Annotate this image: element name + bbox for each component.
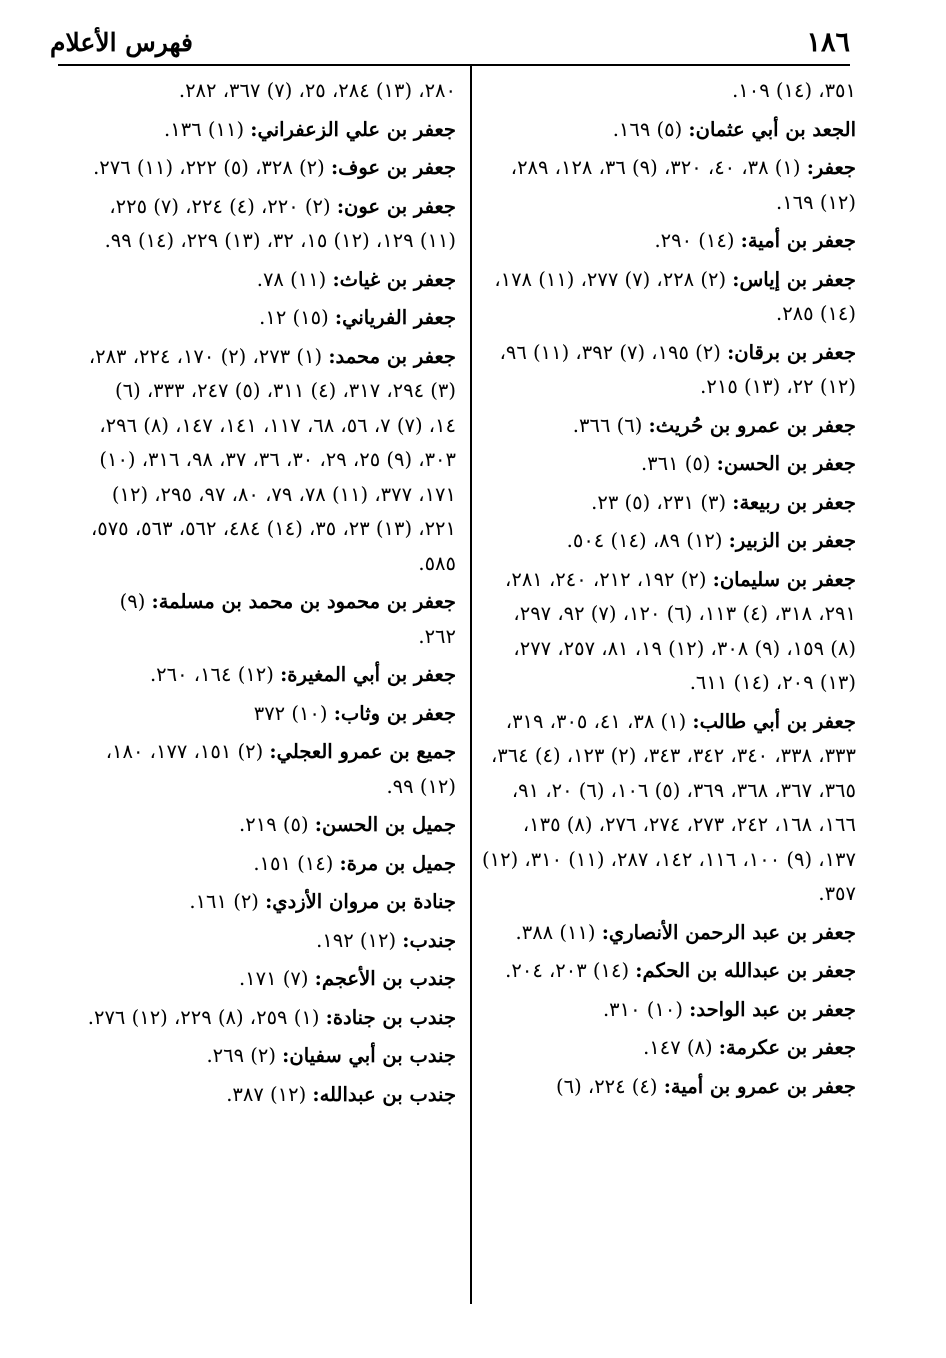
index-entry — [482, 336, 856, 405]
entry-name: جعفر بن عكرمة: — [718, 1036, 856, 1059]
index-entry — [482, 1031, 856, 1066]
entry-references: (١٤) ١٥١. — [253, 851, 334, 875]
entry-references: (٢) ١٩٢، ٢١٢، ٢٤٠، ٢٨١، ٢٩١، ٣١٨، (٤) ١١٣، (٦) ١٢٠، (٧) ٩٢، ٢٩٧، (٨) ١٥٩، (٩) ٣٠٨، (١٢) ١٩، ٨١، ٢٥٧، ٢٧٧، (١٣) ٢٠٩، (١٤) ٦١١. — [505, 567, 856, 694]
index-entry — [482, 524, 856, 559]
entry-references: (١١) ٧٨. — [256, 267, 327, 291]
index-entry — [482, 1070, 856, 1105]
column-divider — [470, 64, 472, 1304]
entry-references: (٥) ٣٦١. — [640, 452, 711, 475]
page-number: ١٨٦ — [806, 26, 850, 58]
entry-name: جندب بن أبي سفيان: — [282, 1044, 456, 1067]
entry-name: جميع بن عمرو العجلي: — [269, 740, 456, 763]
index-entry — [482, 151, 856, 220]
header-rule — [58, 64, 850, 66]
entry-name: جعفر بن أبي المغيرة: — [280, 663, 456, 686]
entry-name: جعفر بن سليمان: — [712, 567, 856, 591]
index-column-right — [482, 74, 856, 1108]
entry-name: جعفر بن محمود بن محمد بن مسلمة: — [151, 590, 456, 613]
entry-references: (٧) ١٧١. — [238, 967, 309, 990]
entry-references: (٥) ١٦٩. — [612, 117, 683, 141]
index-entry — [482, 113, 856, 148]
entry-name: جعفر بن عون: — [336, 194, 456, 218]
entry-name: جميل بن الحسن: — [314, 813, 456, 836]
entry-name: جعفر بن برقان: — [727, 340, 856, 364]
index-entry — [82, 1001, 456, 1036]
entry-references: (١) ٢٥٩، (٨) ٢٢٩، (١٢) ٢٧٦. — [87, 1005, 320, 1029]
entry-references: (١٠) ٣٧٢ — [253, 701, 328, 725]
index-entry — [82, 735, 456, 804]
entry-name: جنادة بن مروان الأزدي: — [265, 890, 456, 913]
entry-references: (١٠) ٣١٠. — [602, 997, 683, 1021]
entry-references: (١١) ٣٨٨. — [515, 920, 596, 944]
entry-name: جندب بن الأعجم: — [314, 967, 456, 990]
entry-name: جعفر الفرياني: — [334, 306, 456, 329]
entry-name: جعفر بن ربيعة: — [732, 490, 856, 514]
index-entry — [82, 340, 456, 582]
index-column-left — [82, 74, 456, 1116]
entry-references: (٩) ٢٦٢. — [119, 590, 456, 648]
index-entry — [82, 151, 456, 186]
entry-name: جعفر بن محمد: — [328, 344, 456, 368]
index-entry — [82, 847, 456, 882]
entry-name: جعفر بن الزبير: — [728, 529, 856, 552]
entry-name: جعفر بن الحسن: — [716, 452, 856, 475]
index-entry — [82, 1078, 456, 1113]
entry-name: جعفر بن أمية: — [740, 229, 856, 252]
entry-references: (١٥) ١٢. — [259, 306, 329, 329]
entry-name: جندب: — [402, 928, 456, 952]
entry-name: جندب بن جنادة: — [325, 1005, 456, 1029]
index-entry — [82, 697, 456, 732]
entry-references: (٢) ٢٢٨، (٧) ٢٧٧، (١١) ١٧٨، (١٤) ٢٨٥. — [494, 267, 856, 325]
index-entry — [82, 1039, 456, 1074]
entry-name: جعفر بن وثاب: — [333, 701, 456, 725]
index-entry — [482, 993, 856, 1028]
index-entry — [482, 705, 856, 912]
index-entry — [482, 563, 856, 701]
entry-references: (١٢) ١٩٢. — [316, 928, 397, 952]
entry-references: (١) ٢٧٣، (٢) ١٧٠، ٢٢٤، ٢٨٣، (٣) ٢٩٤، ٣١٧، (٤) ٣١١، (٥) ٢٤٧، ٣٣٣، (٦) ١٤، (٧) ٧، ٥٦، ٦٨، ١١٧، ١٤١، ١٤٧، (٨) ٢٩٦، ٣٠٣، (٩) ٢٥، ٢٩، ٣٠، ٣٦، ٣٧، ٩٨، ٣١٦، (١٠) ١٧١، ٣٧٧، (١١) ٧٨، ٧٩، ٨٠، ٩٧، ٢٩٥، (١٢) ٢٢١، (١٣) ٢٣، ٣٥، (١٤) ٤٨٤، ٥٦٢، ٥٦٣، ٥٧٥، ٥٨٥. — [88, 344, 456, 575]
index-entry — [82, 658, 456, 693]
index-entry — [482, 74, 856, 109]
entry-references: (٥) ٢١٩. — [239, 813, 309, 836]
index-entry — [82, 190, 456, 259]
entry-name: جعفر بن أبي طالب: — [692, 709, 856, 733]
entry-references: (١٢) ٣٨٧. — [226, 1082, 307, 1106]
index-entry — [482, 916, 856, 951]
entry-references: ٢٨٠، (١٣) ٢٨٤، ٢٥، (٧) ٣٦٧، ٢٨٢. — [178, 79, 456, 102]
entry-name: جعفر بن إياس: — [732, 267, 856, 291]
entry-name: جعفر بن عبد الواحد: — [689, 997, 856, 1021]
index-entry — [482, 447, 856, 482]
index-entry — [482, 954, 856, 989]
entry-references: (٢) ٢٢٠، (٤) ٢٢٤، (٧) ٢٢٥، (١١) ١٢٩، (١٢) ١٥، ٣٢، (١٣) ٢٢٩، (١٤) ٩٩. — [104, 194, 456, 252]
entry-references: (٤) ٢٢٤، (٦) — [555, 1074, 658, 1098]
index-entry — [482, 224, 856, 259]
index-entry — [82, 113, 456, 148]
index-entry — [482, 263, 856, 332]
entry-references: (١٢) ١٦٤، ٢٦٠. — [149, 663, 274, 686]
entry-references: (٢) ١٩٥، (٧) ٣٩٢، (١١) ٩٦، (١٢) ٢٢، (١٣) ٢١٥. — [499, 340, 856, 398]
entry-references: (٢) ٣٢٨، (٥) ٢٢٢، (١١) ٢٧٦. — [93, 156, 325, 179]
index-entry — [82, 585, 456, 654]
index-entry — [82, 263, 456, 298]
index-entry — [82, 808, 456, 843]
entry-references: (١٤) ٢٠٣، ٢٠٤. — [505, 959, 630, 982]
entry-name: جعفر بن عمرو بن حُريث: — [648, 413, 856, 437]
entry-name: جعفر بن عوف: — [330, 156, 456, 179]
entry-references: (٣) ٢٣١، (٥) ٢٣. — [591, 490, 727, 514]
entry-references: (٢) ١٦١. — [189, 890, 259, 913]
entry-name: جعفر: — [806, 156, 856, 179]
running-title: فهرس الأعلام — [50, 27, 194, 57]
entry-references: ٣٥١، (١٤) ١٠٩. — [732, 79, 856, 102]
entry-name: جندب بن عبدالله: — [312, 1082, 456, 1106]
entry-name: جعفر بن غياث: — [332, 267, 456, 291]
index-entry — [82, 301, 456, 336]
index-entry — [82, 924, 456, 959]
entry-references: (١١) ١٣٦. — [164, 117, 245, 141]
entry-name: جعفر بن علي الزعفراني: — [250, 117, 456, 141]
entry-name: جعفر بن عبد الرحمن الأنصاري: — [601, 920, 856, 944]
page-header — [50, 22, 850, 62]
entry-references: (١٤) ٢٩٠. — [654, 229, 735, 252]
index-entry — [82, 962, 456, 997]
entry-name: جعفر بن عبدالله بن الحكم: — [635, 959, 856, 982]
entry-references: (١) ٣٨، ٤٠، ٣٢٠، (٩) ٣٦، ١٢٨، ٢٨٩، (١٢) ١٦٩. — [510, 156, 856, 214]
entry-name: الجعد بن أبي عثمان: — [688, 117, 856, 141]
index-entry — [82, 885, 456, 920]
entry-references: (٢) ٢٦٩. — [206, 1044, 276, 1067]
index-entry — [482, 486, 856, 521]
entry-references: (١٢) ٨٩، (١٤) ٥٠٤. — [566, 529, 723, 552]
index-entry — [82, 74, 456, 109]
entry-references: (٢) ١٥١، ١٧٧، ١٨٠، (١٢) ٩٩. — [105, 740, 456, 798]
entry-references: (٨) ١٤٧. — [643, 1036, 713, 1059]
entry-references: (١) ٣٨، ٤١، ٣٠٥، ٣١٩، ٣٣٣، ٣٣٨، ٣٤٠، ٣٤٢، ٣٤٣، (٢) ١٢٣، (٤) ٣٦٤، ٣٦٥، ٣٦٧، ٣٦٨، ٣٦٩، (٥) ١٠٦، (٦) ٢٠، ٩١، ١٦٦، ١٦٨، ٢٤٢، ٢٧٣، ٢٧٤، ٢٧٦، (٨) ١٣٥، ١٣٧، (٩) ١٠٠، ١١٦، ١٤٢، ٢٨٧، (١١) ٣١٠، (١٢) ٣٥٧. — [482, 709, 856, 905]
index-entry — [482, 409, 856, 444]
entry-name: جميل بن مرة: — [339, 851, 456, 875]
entry-references: (٦) ٣٦٦. — [572, 413, 643, 437]
entry-name: جعفر بن عمرو بن أمية: — [663, 1074, 856, 1098]
